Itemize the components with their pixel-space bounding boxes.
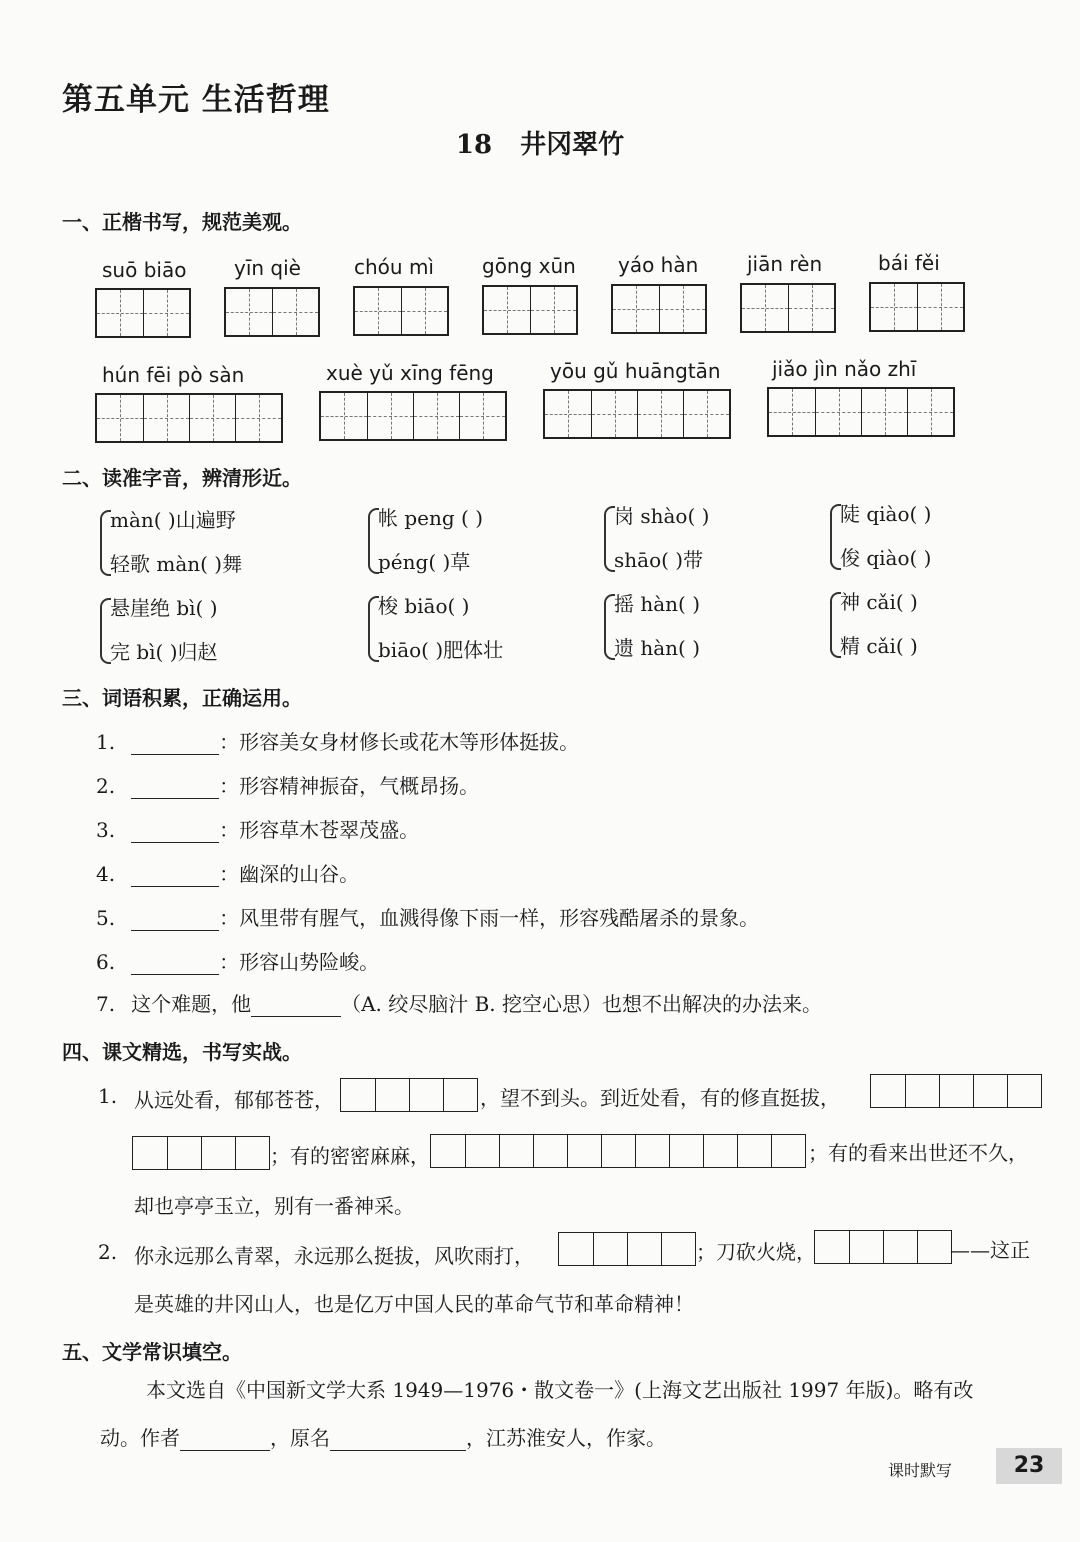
writing-grid[interactable] [611, 284, 707, 334]
writing-grid[interactable] [740, 283, 836, 333]
lesson-name: 井冈翠竹 [520, 130, 625, 160]
pronunciation-item: 梭 biāo( ) [378, 594, 470, 618]
answer-blank[interactable] [131, 864, 219, 887]
pinyin-label: yīn qiè [234, 256, 301, 280]
writing-grid[interactable] [482, 285, 578, 335]
item-text: （A. 绞尽脑汁 B. 挖空心思）也想不出解决的办法来。 [341, 992, 823, 1016]
item-text: ：幽深的山谷。 [219, 862, 360, 886]
section-5-heading: 五、文学常识填空。 [62, 1340, 242, 1364]
section-1-heading: 一、正楷书写，规范美观。 [62, 210, 302, 234]
answer-boxes[interactable] [558, 1232, 696, 1266]
page-number: 23 [996, 1448, 1062, 1484]
answer-blank[interactable] [131, 908, 219, 931]
item-number: 2. [96, 774, 116, 798]
q2-text: ；刀砍火烧， [696, 1240, 816, 1264]
vocab-item [96, 770, 479, 799]
section-3-heading: 三、词语积累，正确运用。 [62, 686, 302, 710]
writing-grid[interactable] [869, 282, 965, 332]
text-part: 动。作者 [100, 1426, 180, 1450]
q2-text: 你永远那么青翠，永远那么挺拔，风吹雨打， [134, 1244, 534, 1268]
writing-grid[interactable] [353, 286, 449, 336]
pinyin-label: jiǎo jìn nǎo zhī [772, 357, 917, 381]
pronunciation-item: 帐 peng ( ) [378, 506, 483, 530]
pinyin-label: gōng xūn [482, 254, 576, 278]
item-text: 这个难题，他 [131, 992, 252, 1016]
q2-text: 是英雄的井冈山人，也是亿万中国人民的革命气节和革命精神！ [134, 1292, 694, 1316]
original-name-blank[interactable] [330, 1428, 466, 1451]
item-number: 4. [96, 862, 116, 886]
writing-grid[interactable] [319, 391, 507, 441]
item-number: 6. [96, 950, 116, 974]
answer-blank[interactable] [251, 994, 341, 1017]
answer-boxes[interactable] [340, 1078, 478, 1112]
vocab-item [96, 946, 379, 975]
answer-blank[interactable] [131, 776, 219, 799]
pronunciation-item: biāo( )肥体壮 [378, 638, 504, 662]
pinyin-label: jiān rèn [747, 252, 823, 276]
pronunciation-item: shāo( )带 [614, 548, 704, 572]
literature-text: 本文选自《中国新文学大系 1949—1976・散文卷一》(上海文艺出版社 1997 年版)。略有改 [146, 1378, 974, 1402]
author-blank[interactable] [180, 1428, 270, 1451]
pronunciation-item: 悬崖绝 bì( ) [110, 596, 218, 620]
footer-label: 课时默写 [888, 1461, 953, 1480]
pronunciation-item: 摇 hàn( ) [614, 592, 701, 616]
pronunciation-item: 陡 qiào( ) [840, 502, 932, 526]
answer-blank[interactable] [131, 732, 219, 755]
answer-blank[interactable] [131, 952, 219, 975]
pinyin-label: bái fěi [878, 251, 940, 275]
pronunciation-item: péng( )草 [378, 550, 471, 574]
q2-number: 2. [98, 1240, 118, 1264]
writing-grid[interactable] [767, 387, 955, 437]
answer-blank[interactable] [131, 820, 219, 843]
item-text: ：风里带有腥气，血溅得像下雨一样，形容残酷屠杀的景象。 [219, 906, 760, 930]
item-text: ：形容山势险峻。 [219, 950, 380, 974]
q1-text: ；有的密密麻麻， [270, 1144, 430, 1168]
pronunciation-item: 俊 qiào( ) [840, 546, 932, 570]
writing-grid[interactable] [224, 287, 320, 337]
q1-number: 1. [98, 1084, 118, 1108]
pinyin-label: chóu mì [354, 255, 434, 279]
q1-text: 从远处看，郁郁苍苍， [134, 1088, 334, 1112]
text-part: ，江苏淮安人，作家。 [466, 1426, 666, 1450]
item-number: 7. [96, 992, 116, 1016]
text-part: ，原名 [270, 1426, 330, 1450]
section-2-heading: 二、读准字音，辨清形近。 [62, 466, 302, 490]
answer-boxes[interactable] [430, 1134, 806, 1168]
pronunciation-item: 轻歌 màn( )舞 [110, 552, 243, 576]
pronunciation-item: 岗 shào( ) [614, 504, 710, 528]
writing-grid[interactable] [95, 393, 283, 443]
vocab-item [96, 988, 822, 1017]
vocab-item [96, 814, 419, 843]
lesson-title [0, 124, 1080, 161]
writing-grid[interactable] [95, 288, 191, 338]
pronunciation-item: 完 bì( )归赵 [110, 640, 218, 664]
literature-text [100, 1422, 666, 1451]
answer-boxes[interactable] [814, 1230, 952, 1264]
pronunciation-item: 精 cǎi( ) [840, 634, 918, 658]
item-number: 1. [96, 730, 116, 754]
q1-text: ，望不到头。到近处看，有的修直挺拔， [480, 1086, 840, 1110]
pinyin-label: xuè yǔ xīng fēng [326, 361, 494, 385]
vocab-item [96, 858, 359, 887]
q2-text: ——这正 [950, 1238, 1030, 1262]
unit-title: 第五单元 生活哲理 [62, 82, 330, 118]
item-text: ：形容精神振奋，气概昂扬。 [219, 774, 480, 798]
item-text: ：形容美女身材修长或花木等形体挺拔。 [219, 730, 580, 754]
pronunciation-item: 遗 hàn( ) [614, 636, 701, 660]
pronunciation-item: màn( )山遍野 [110, 508, 236, 532]
pinyin-label: suō biāo [102, 258, 187, 282]
pinyin-label: yōu gǔ huāngtān [550, 359, 721, 383]
item-number: 5. [96, 906, 116, 930]
pinyin-label: yáo hàn [618, 253, 699, 277]
item-number: 3. [96, 818, 116, 842]
pinyin-label: hún fēi pò sàn [102, 363, 245, 387]
lesson-number: 18 [455, 130, 493, 160]
section-4-heading: 四、课文精选，书写实战。 [62, 1040, 302, 1064]
pronunciation-item: 神 cǎi( ) [840, 590, 918, 614]
writing-grid[interactable] [543, 389, 731, 439]
item-text: ：形容草木苍翠茂盛。 [219, 818, 420, 842]
q1-text: ；有的看来出世还不久， [808, 1141, 1028, 1165]
answer-boxes[interactable] [870, 1074, 1042, 1108]
answer-boxes[interactable] [132, 1136, 270, 1170]
q1-text: 却也亭亭玉立，别有一番神采。 [134, 1194, 414, 1218]
vocab-item [96, 726, 579, 755]
vocab-item [96, 902, 759, 931]
